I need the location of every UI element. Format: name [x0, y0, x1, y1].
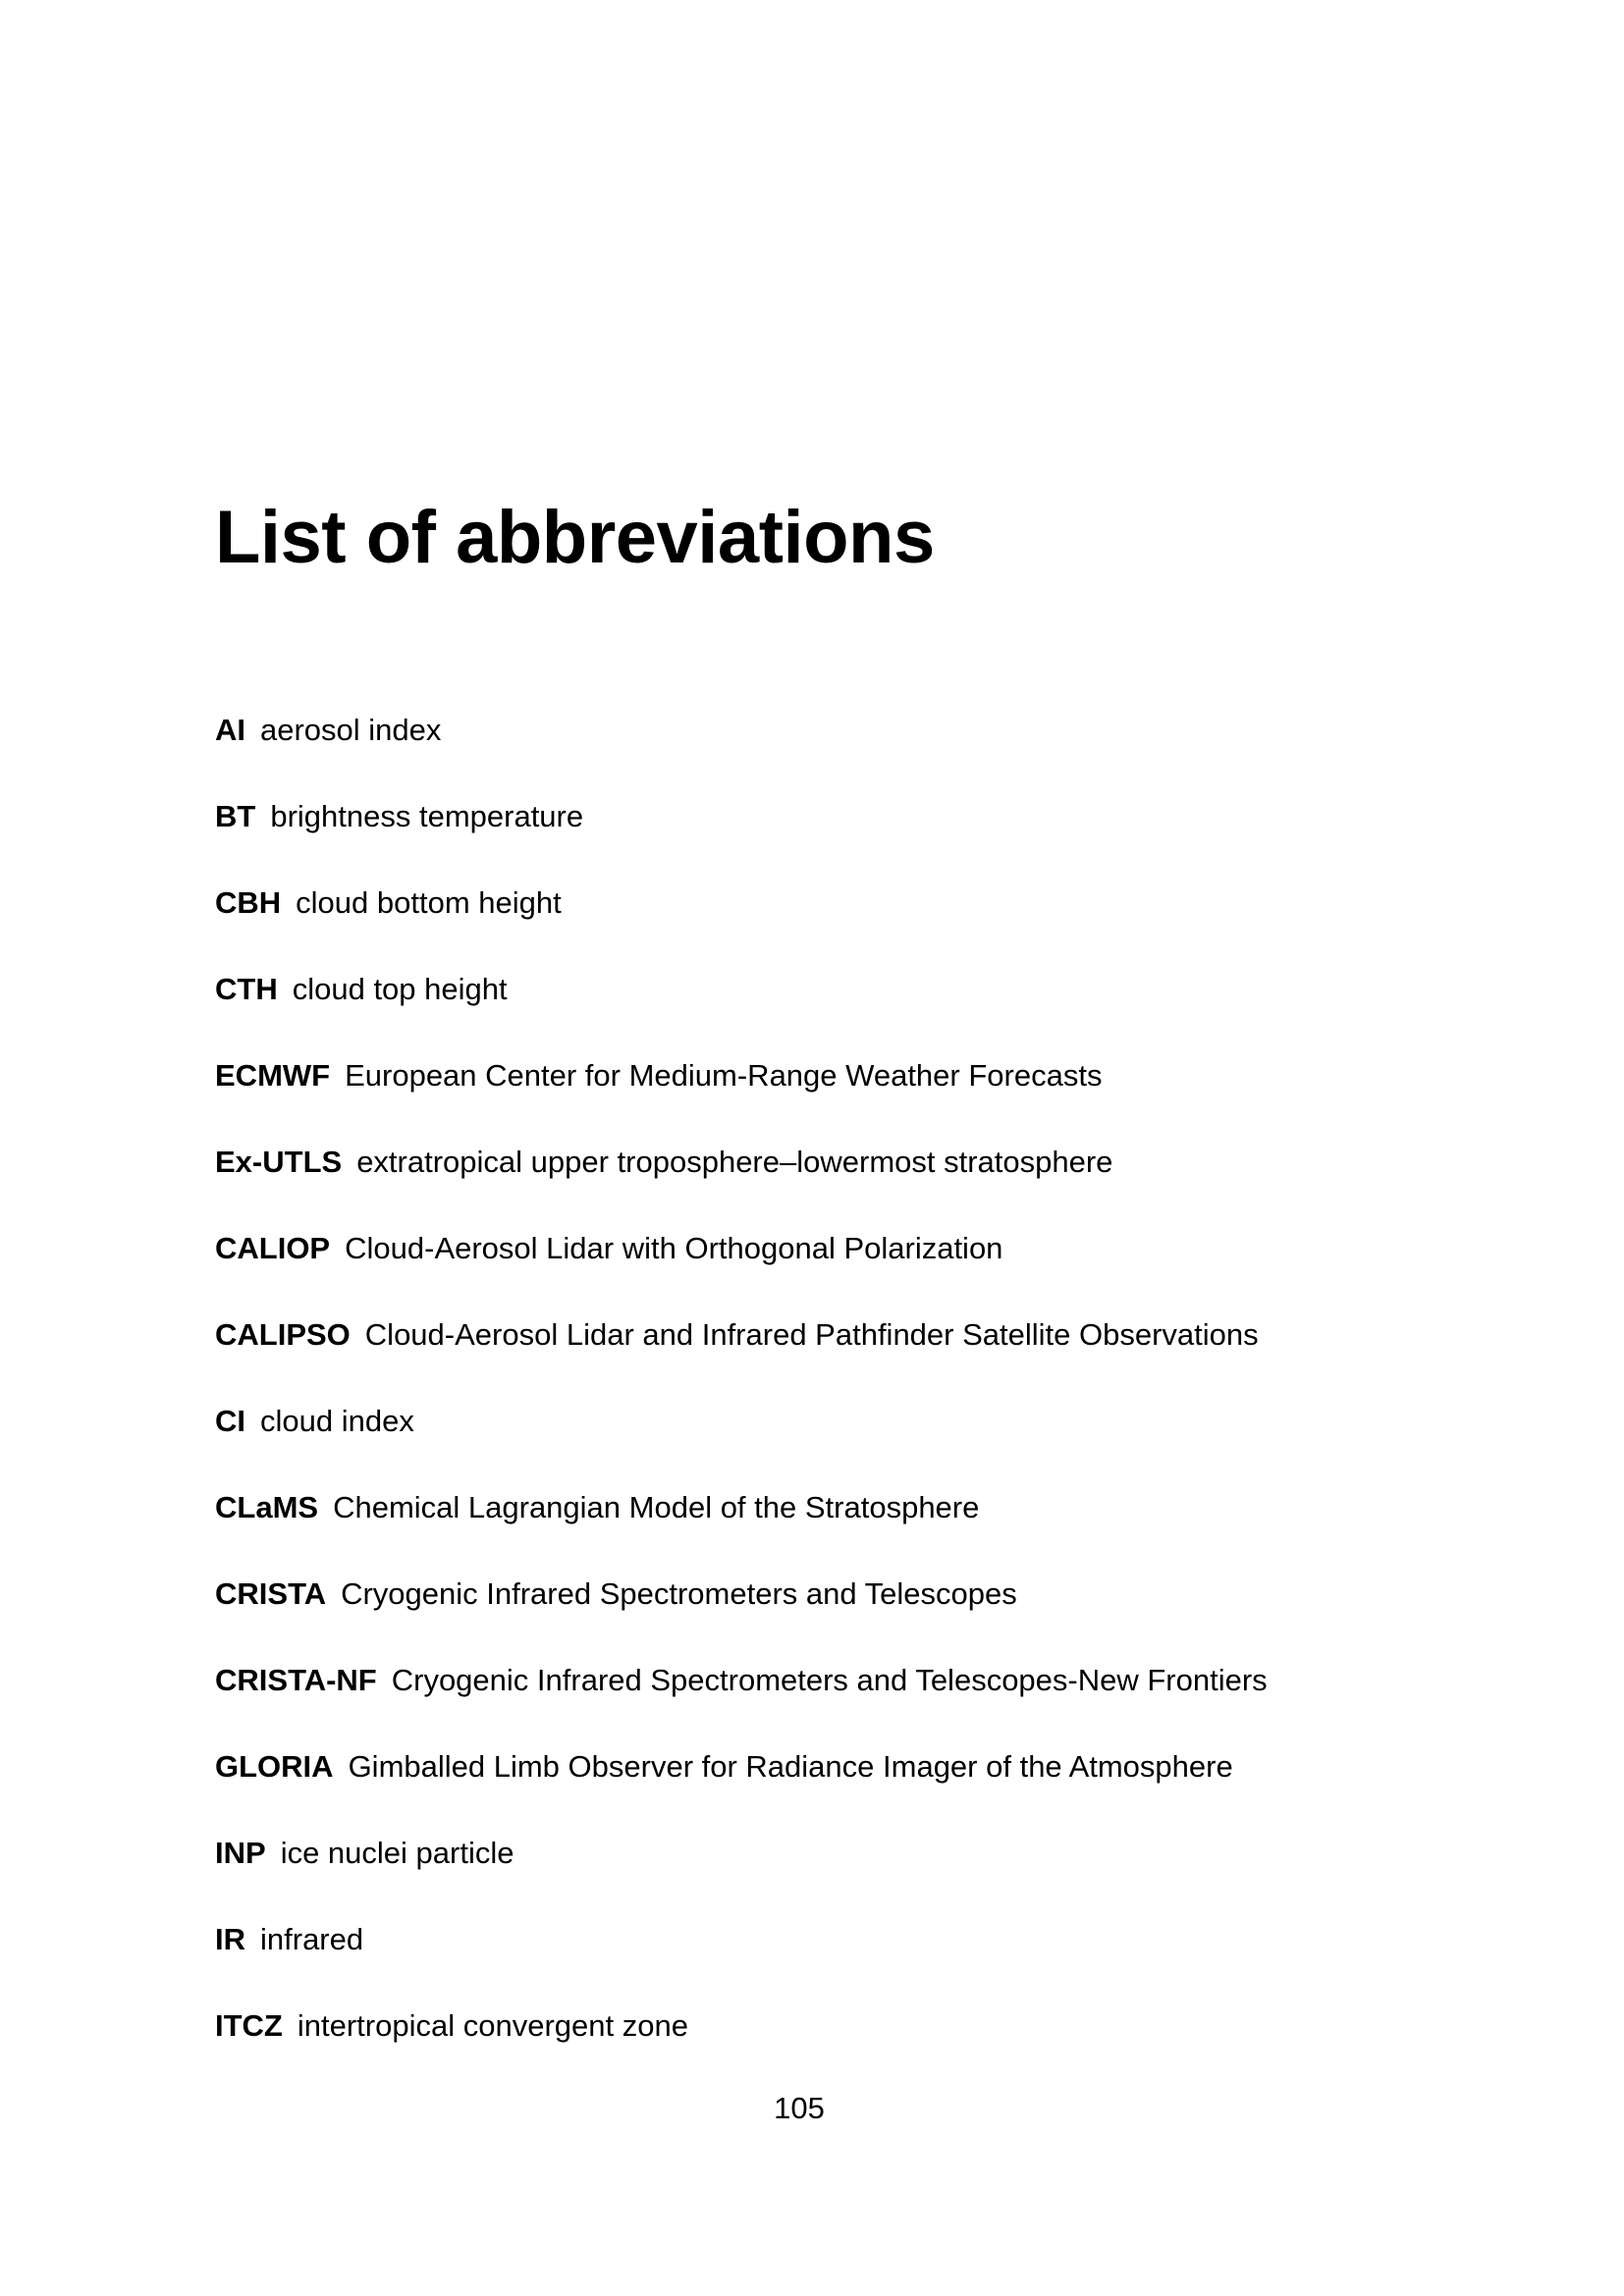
abbreviation-definition: cloud index	[260, 1404, 414, 1438]
abbreviation-definition: Cloud-Aerosol Lidar with Orthogonal Polarization	[345, 1231, 1003, 1265]
abbreviation-entry-ecmwf	[215, 1056, 1491, 1143]
abbreviation-definition: brightness temperature	[270, 799, 584, 833]
abbreviation-entry-clams	[215, 1488, 1491, 1575]
abbreviation-entry-calipso	[215, 1315, 1491, 1402]
abbreviation-term: Ex-UTLS	[215, 1145, 343, 1179]
page-number: 105	[774, 2091, 825, 2125]
abbreviation-definition: Gimballed Limb Observer for Radiance Imager of the Atmosphere	[348, 1749, 1233, 1784]
abbreviation-term: AI	[215, 713, 245, 747]
abbreviation-term: ITCZ	[215, 2008, 283, 2043]
abbreviation-list	[215, 711, 1491, 2093]
abbreviation-term: CBH	[215, 885, 282, 920]
abbreviation-entry-ex-utls	[215, 1143, 1491, 1229]
abbreviation-term: CTH	[215, 972, 278, 1006]
abbreviation-term: CLaMS	[215, 1490, 319, 1524]
abbreviation-definition: Cryogenic Infrared Spectrometers and Telescopes-New Frontiers	[391, 1663, 1268, 1697]
abbreviation-entry-itcz	[215, 2006, 1491, 2093]
abbreviation-term: CALIOP	[215, 1231, 331, 1265]
abbreviation-entry-bt	[215, 797, 1491, 883]
abbreviation-entry-crista-nf	[215, 1661, 1491, 1747]
abbreviation-definition: European Center for Medium-Range Weather Forecasts	[345, 1058, 1103, 1093]
abbreviation-term: CI	[215, 1404, 245, 1438]
abbreviation-definition: intertropical convergent zone	[297, 2008, 688, 2043]
abbreviation-definition: aerosol index	[260, 713, 442, 747]
abbreviation-term: CALIPSO	[215, 1317, 351, 1352]
abbreviation-term: IR	[215, 1922, 245, 1956]
abbreviation-entry-cbh	[215, 883, 1491, 970]
abbreviation-entry-crista	[215, 1575, 1491, 1661]
abbreviation-entry-ir	[215, 1920, 1491, 2006]
abbreviation-term: ECMWF	[215, 1058, 331, 1093]
abbreviation-definition: Chemical Lagrangian Model of the Stratosphere	[333, 1490, 980, 1524]
chapter-title: List of abbreviations	[215, 496, 935, 579]
abbreviation-entry-inp	[215, 1834, 1491, 1920]
abbreviation-term: CRISTA	[215, 1576, 327, 1611]
abbreviation-term: BT	[215, 799, 256, 833]
abbreviation-entry-ai	[215, 711, 1491, 797]
abbreviation-definition: ice nuclei particle	[280, 1836, 514, 1870]
abbreviation-definition: Cryogenic Infrared Spectrometers and Telescopes	[341, 1576, 1017, 1611]
abbreviation-definition: infrared	[260, 1922, 364, 1956]
abbreviation-definition: cloud top height	[292, 972, 508, 1006]
abbreviation-entry-gloria	[215, 1747, 1491, 1834]
abbreviation-definition: extratropical upper troposphere–lowermost stratosphere	[356, 1145, 1113, 1179]
abbreviation-definition: cloud bottom height	[296, 885, 562, 920]
abbreviation-definition: Cloud-Aerosol Lidar and Infrared Pathfinder Satellite Observations	[364, 1317, 1259, 1352]
abbreviation-term: INP	[215, 1836, 266, 1870]
abbreviation-entry-ci	[215, 1402, 1491, 1488]
abbreviation-term: CRISTA-NF	[215, 1663, 377, 1697]
abbreviation-entry-caliop	[215, 1229, 1491, 1315]
abbreviation-term: GLORIA	[215, 1749, 334, 1784]
abbreviation-entry-cth	[215, 970, 1491, 1056]
